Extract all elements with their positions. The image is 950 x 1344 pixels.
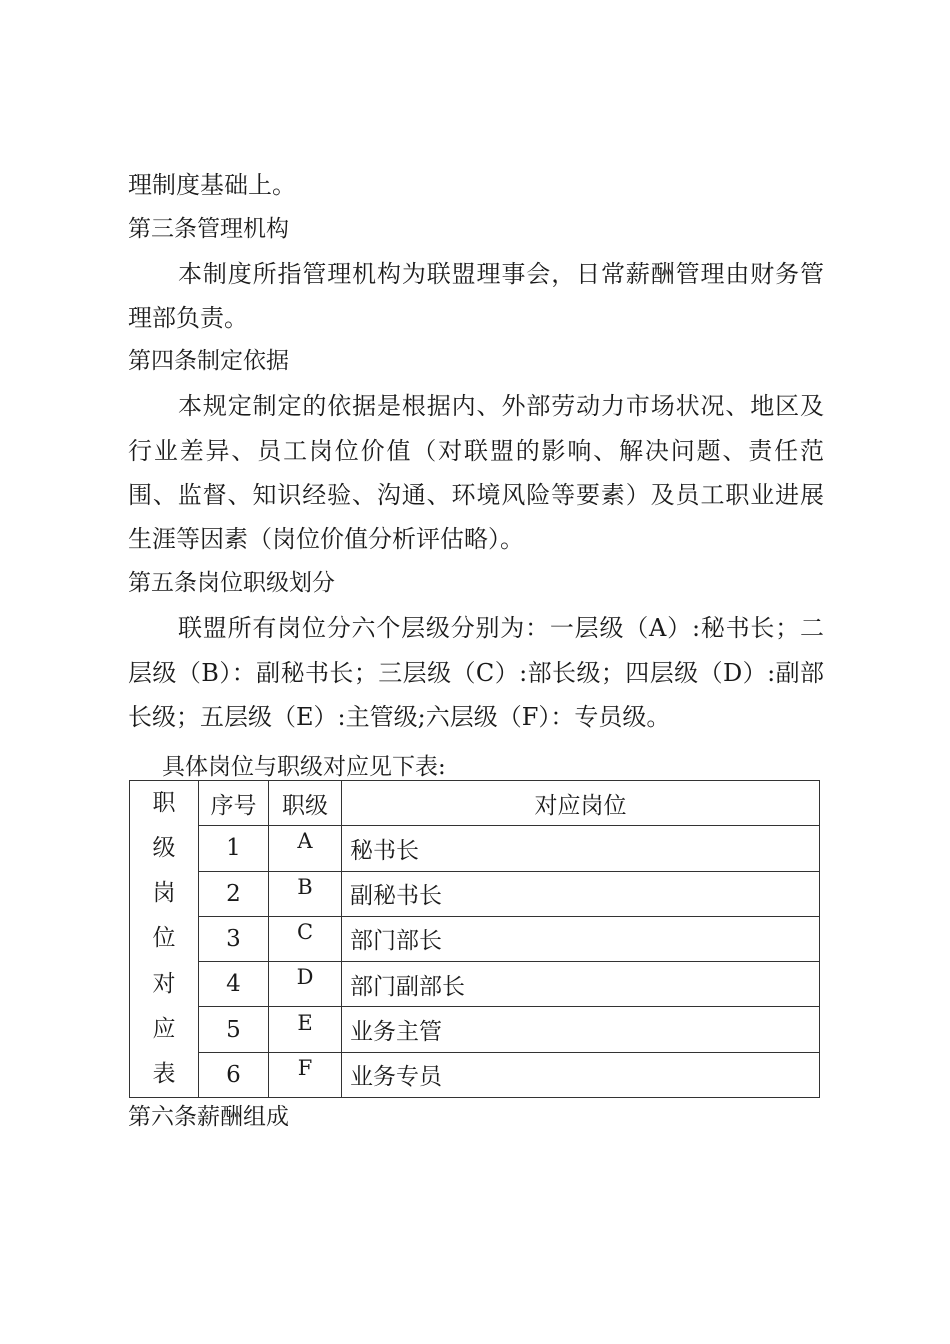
side-label-char: 表 [152,1060,176,1087]
paragraph-line: 理制度基础上。 [128,171,296,199]
section-heading-4: 第四条制定依据 [128,348,289,374]
cell-post: 业务专员 [342,1052,820,1097]
grade-post-table [129,780,820,1098]
cell-grade: C [269,916,342,961]
table-row [130,871,820,916]
paragraph-line: 层级（B）：副秘书长；三层级（C）:部长级；四层级（D）:副部 [128,659,824,687]
side-label-char: 应 [152,1015,176,1042]
cell-seq: 5 [199,1007,269,1052]
paragraph-line: 围、监督、知识经验、沟通、环境风险等要素）及员工职业进展 [128,481,824,509]
cell-grade: F [269,1052,342,1097]
cell-grade: D [269,962,342,1007]
cell-seq: 4 [199,962,269,1007]
paragraph-line: 长级；五层级（E）:主管级;六层级（F）：专员级。 [128,703,671,731]
table-row [130,1052,820,1097]
cell-seq: 6 [199,1052,269,1097]
side-label-char: 位 [152,925,176,952]
table-row [130,826,820,871]
cell-seq: 2 [199,871,269,916]
cell-post: 部门副部长 [342,962,820,1007]
cell-post: 秘书长 [342,826,820,871]
side-label-char: 级 [152,835,176,862]
side-label-char: 职 [152,790,176,817]
header-grade: 职级 [269,781,342,826]
paragraph-line: 行业差异、员工岗位价值（对联盟的影响、解决问题、责任范 [128,437,824,465]
paragraph-line: 生涯等因素（岗位价值分析评估略）。 [128,525,524,553]
table-caption: 具体岗位与职级对应见下表: [162,754,446,780]
section-heading-5: 第五条岗位职级划分 [128,570,335,596]
header-seq: 序号 [199,781,269,826]
cell-seq: 3 [199,916,269,961]
table-row [130,916,820,961]
table-side-label [130,781,199,1098]
side-label-char: 岗 [152,880,176,907]
cell-post: 部门部长 [342,916,820,961]
table-row [130,962,820,1007]
table-row [130,1007,820,1052]
cell-grade: A [269,826,342,871]
cell-grade: B [269,871,342,916]
header-post: 对应岗位 [342,781,820,826]
cell-grade: E [269,1007,342,1052]
cell-post: 副秘书长 [342,871,820,916]
side-label-char: 对 [152,970,176,997]
paragraph-line: 理部负责。 [128,304,248,332]
section-heading-6: 第六条薪酬组成 [128,1104,289,1130]
section-heading-3: 第三条管理机构 [128,216,289,242]
paragraph-line: 本制度所指管理机构为联盟理事会，日常薪酬管理由财务管 [178,260,824,288]
paragraph-line: 本规定制定的依据是根据内、外部劳动力市场状况、地区及 [178,392,824,420]
table-header-row [130,781,820,826]
paragraph-line: 联盟所有岗位分六个层级分别为：一层级（A）:秘书长；二 [178,614,824,642]
cell-seq: 1 [199,826,269,871]
cell-post: 业务主管 [342,1007,820,1052]
